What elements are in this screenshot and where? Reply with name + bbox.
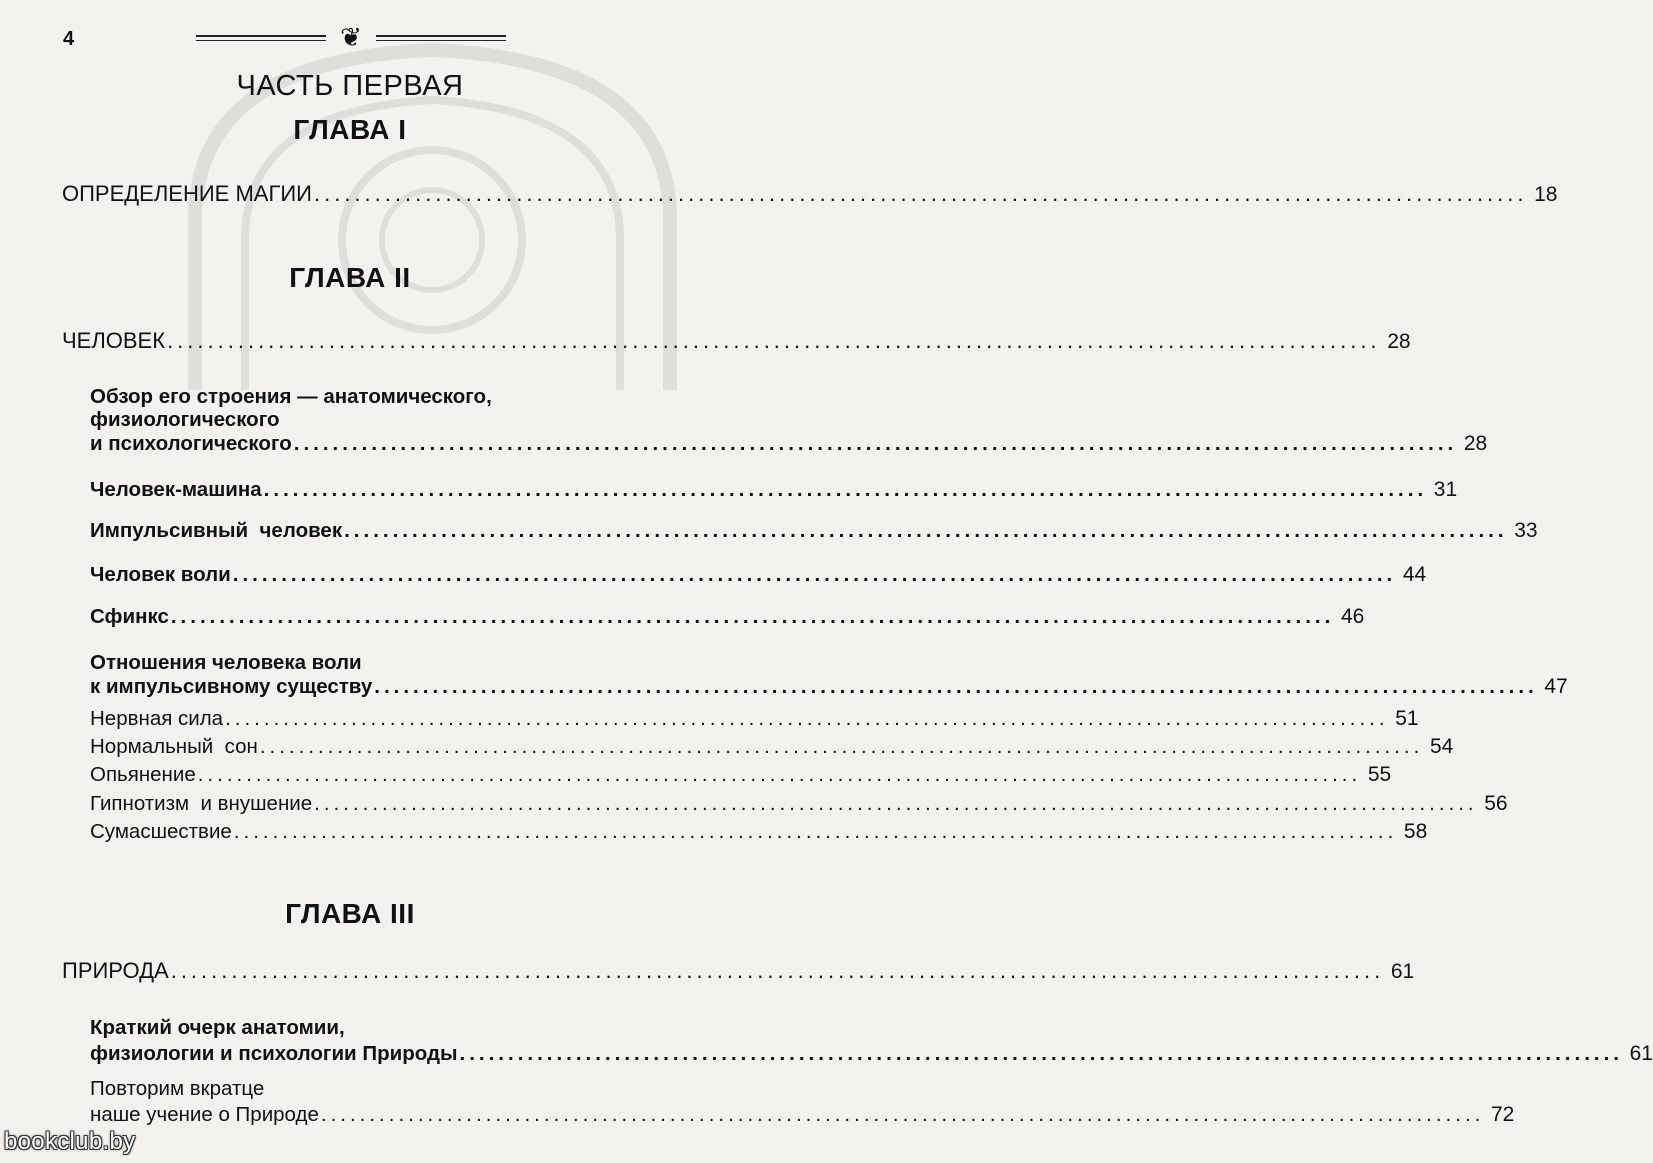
leader-dots: ........................................................................................................................ [170, 958, 1385, 983]
toc-item-page: 28 [1463, 432, 1488, 455]
toc-entry-label: ПРИРОДА [62, 958, 169, 983]
toc-entry [62, 328, 1411, 354]
toc-subitem-page: 51 [1395, 707, 1419, 730]
toc-subitem [90, 707, 1419, 731]
toc-item [90, 605, 1365, 629]
toc-item-page: 61 [1629, 1042, 1653, 1065]
toc-entry-label: ОПРЕДЕЛЕНИЕ МАГИИ [62, 181, 312, 206]
leader-dots: ........................................................................................................................ [263, 478, 1428, 501]
toc-item-label: Сфинкс [90, 605, 169, 628]
toc-subitem [90, 820, 1428, 844]
leader-dots: ........................................................................................................................ [459, 1042, 1623, 1065]
toc-item-line: Обзор его строения — анатомического, [90, 385, 492, 408]
toc-item-label: и психологического [90, 432, 292, 455]
toc-item-label: Импульсивный человек [90, 519, 343, 542]
toc-item-line: Повторим вкратце [90, 1077, 265, 1100]
toc-item-line: Краткий очерк анатомии, [90, 1016, 345, 1039]
toc-subitem [90, 763, 1392, 787]
page-number: 4 [63, 28, 75, 50]
toc-item-line: физиологического [90, 408, 280, 431]
ornament-rule-left [196, 35, 326, 41]
toc-item-page: 47 [1544, 675, 1568, 698]
chapter-title: ГЛАВА III [285, 898, 415, 929]
leader-dots: ........................................................................................................................ [313, 181, 1528, 206]
part-title: ЧАСТЬ ПЕРВАЯ [236, 70, 464, 102]
leader-dots: ........................................................................................................................ [320, 1103, 1485, 1126]
toc-subitem [90, 735, 1454, 759]
toc-entry [62, 181, 1558, 207]
toc-entry [62, 958, 1415, 984]
leader-dots: ........................................................................................................................ [344, 519, 1508, 542]
toc-subitem-page: 56 [1484, 792, 1508, 815]
toc-entry-page: 18 [1534, 183, 1558, 206]
toc-subitem-page: 54 [1429, 735, 1454, 758]
toc-entry-page: 28 [1387, 330, 1411, 353]
toc-item [90, 1042, 1653, 1066]
toc-subitem-label: Нервная сила [90, 707, 224, 730]
toc-item-label: Человек воли [90, 563, 231, 586]
toc-item-page: 33 [1514, 519, 1538, 542]
leader-dots: ........................................................................................................................ [314, 792, 1478, 815]
chapter-title: ГЛАВА I [293, 114, 407, 145]
toc-subitem-label: Нормальный сон [90, 735, 258, 758]
toc-entry-page: 61 [1390, 960, 1415, 983]
fleuron-icon: ❦ [340, 23, 362, 53]
leader-dots: ........................................................................................................................ [293, 432, 1458, 455]
toc-subitem-label: Сумасшествие [90, 820, 232, 843]
header-ornament [196, 24, 506, 52]
toc-subitem-page: 55 [1367, 763, 1392, 786]
toc-item-page: 72 [1490, 1103, 1515, 1126]
toc-item-line: Отношения человека воли [90, 651, 362, 674]
toc-subitem [90, 792, 1508, 816]
toc-item-page: 44 [1402, 563, 1427, 586]
toc-item-label: физиологии и психологии Природы [90, 1042, 458, 1065]
toc-subitem-page: 58 [1403, 820, 1428, 843]
leader-dots: ........................................................................................................................ [232, 563, 1397, 586]
leader-dots: ........................................................................................................................ [233, 820, 1398, 843]
toc-subitem-label: Гипнотизм и внушение [90, 792, 313, 815]
watermark: bookclub.by [4, 1128, 136, 1155]
toc-entry-label: ЧЕЛОВЕК [62, 328, 166, 353]
chapter-title: ГЛАВА II [289, 262, 411, 293]
leader-dots: ........................................................................................................................ [197, 763, 1362, 786]
leader-dots: ........................................................................................................................ [170, 605, 1335, 628]
toc-item-label: к импульсивному существу [90, 675, 373, 698]
toc-item [90, 563, 1427, 587]
toc-item [90, 519, 1538, 543]
toc-subitem-label: Опьянение [90, 763, 196, 786]
toc-item [90, 675, 1568, 699]
leader-dots: ........................................................................................................................ [167, 328, 1381, 353]
toc-item [90, 478, 1458, 502]
toc-item-page: 46 [1340, 605, 1365, 628]
toc-item-page: 31 [1433, 478, 1458, 501]
toc-item-label: Человек-машина [90, 478, 262, 501]
toc-item [90, 1103, 1515, 1127]
ornament-rule-right [376, 35, 506, 41]
leader-dots: ........................................................................................................................ [374, 675, 1538, 698]
toc-item-label: наше учение о Природе [90, 1103, 319, 1126]
leader-dots: ........................................................................................................................ [225, 707, 1389, 730]
toc-item [90, 432, 1488, 456]
leader-dots: ........................................................................................................................ [259, 735, 1424, 758]
